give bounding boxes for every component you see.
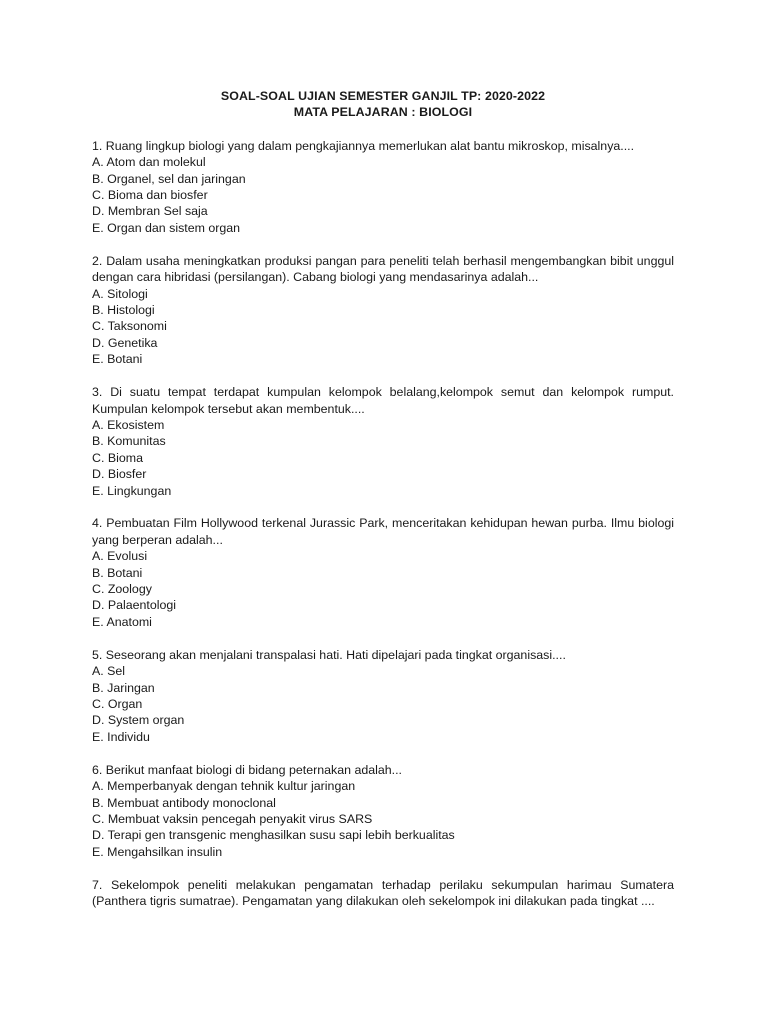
question-1	[92, 138, 674, 236]
option-b: B. Membuat antibody monoclonal	[92, 795, 276, 810]
option-a: A. Sel	[92, 664, 126, 679]
question-text: 1. Ruang lingkup biologi yang dalam pengkajiannya memerlukan alat bantu mikroskop, misalnya....	[92, 138, 635, 153]
option-b: B. Organel, sel dan jaringan	[92, 171, 246, 186]
option-d: D. Membran Sel saja	[92, 204, 208, 219]
option-c: C. Organ	[92, 697, 143, 711]
option-b: B. Histologi	[92, 302, 155, 317]
option-c: C. Bioma	[92, 450, 143, 465]
document-header	[92, 88, 674, 121]
option-a: A. Evolusi	[92, 549, 148, 564]
question-text: 2. Dalam usaha meningkatkan produksi pangan para peneliti telah berhasil mengembangkan bibit unggul dengan cara hibridasi (persilangan). Cabang biologi yang mendasarinya adalah...	[92, 253, 674, 285]
option-d: D. Palaentologi	[92, 598, 177, 613]
question-7	[92, 877, 674, 910]
question-5	[92, 647, 674, 745]
question-text: 4. Pembuatan Film Hollywood terkenal Jurassic Park, menceritakan kehidupan hewan purba. Ilmu biologi yang berperan adalah...	[92, 516, 674, 547]
option-b: B. Jaringan	[92, 680, 155, 695]
option-d: D. System organ	[92, 713, 185, 728]
question-text: 3. Di suatu tempat terdapat kumpulan kelompok belalang,kelompok semut dan kelompok rumput. Kumpulan kelompok tersebut akan membentuk....	[92, 385, 674, 416]
option-a: A. Sitologi	[92, 286, 148, 301]
question-text: 5. Seseorang akan menjalani transpalasi hati. Hati dipelajari pada tingkat organisasi....	[92, 647, 566, 662]
option-b: B. Botani	[92, 565, 143, 580]
option-e: E. Botani	[92, 352, 143, 367]
subject-title: MATA PELAJARAN : BIOLOGI	[293, 105, 473, 120]
option-e: E. Organ dan sistem organ	[92, 220, 241, 235]
option-e: E. Anatomi	[92, 614, 152, 629]
option-d: D. Biosfer	[92, 467, 147, 482]
exam-title: SOAL-SOAL UJIAN SEMESTER GANJIL TP: 2020-2022	[220, 89, 546, 103]
option-c: C. Zoology	[92, 582, 152, 597]
option-e: E. Mengahsilkan insulin	[92, 844, 223, 859]
question-text: 6. Berikut manfaat biologi di bidang peternakan adalah...	[92, 762, 402, 777]
option-a: A. Ekosistem	[92, 417, 165, 432]
question-6	[92, 762, 674, 860]
question-text: 7. Sekelompok peneliti melakukan pengamatan terhadap perilaku sekumpulan harimau Sumatera (Panthera tigris sumatrae). Pengamatan yang dilakukan oleh sekelompok ini dilakukan pada tingkat ....	[92, 877, 674, 909]
option-c: C. Membuat vaksin pencegah penyakit virus SARS	[92, 811, 373, 826]
option-e: E. Individu	[92, 729, 150, 744]
option-c: C. Bioma dan biosfer	[92, 188, 208, 203]
option-a: A. Atom dan molekul	[92, 155, 206, 170]
option-a: A. Memperbanyak dengan tehnik kultur jaringan	[92, 779, 356, 794]
option-b: B. Komunitas	[92, 434, 166, 449]
option-e: E. Lingkungan	[92, 483, 172, 498]
option-c: C. Taksonomi	[92, 319, 167, 334]
question-3	[92, 384, 674, 499]
option-d: D. Genetika	[92, 335, 158, 350]
question-4	[92, 515, 674, 630]
option-d: D. Terapi gen transgenic menghasilkan susu sapi lebih berkualitas	[92, 828, 455, 843]
question-2	[92, 253, 674, 368]
